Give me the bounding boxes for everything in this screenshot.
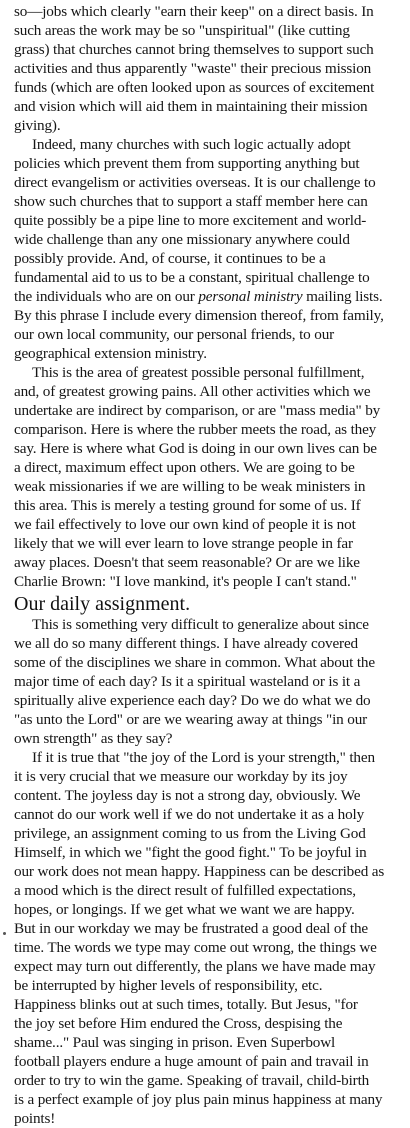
section-heading: Our daily assignment. xyxy=(14,593,191,615)
text-line: show such churches that to support a staff member here can xyxy=(14,193,368,210)
text-line: policies which prevent them from supporting anything but xyxy=(14,155,360,172)
text-line: the joy set before Him endured the Cross, despising the xyxy=(14,1015,343,1032)
text-line: a direct, maximum effect upon others. We are going to be xyxy=(14,459,355,476)
text-line: our work does not mean happy. Happiness can be described as xyxy=(14,863,385,880)
text-line: funds (which are often looked upon as sources of excitement xyxy=(14,79,375,96)
italic-phrase: personal ministry xyxy=(198,288,303,305)
text-line: wide challenge than any one missionary anywhere could xyxy=(14,231,350,248)
text-line: Himself, in which we "fight the good fight." To be joyful in xyxy=(14,844,367,861)
text-line: it is very crucial that we measure our workday by its joy xyxy=(14,768,348,785)
text-line: This is something very difficult to generalize about since xyxy=(32,616,369,633)
text-line: Happiness blinks out at such times, totally. But Jesus, "for xyxy=(14,996,358,1013)
text-line: Indeed, many churches with such logic actually adopt xyxy=(32,136,351,153)
text-line: is a perfect example of joy plus pain minus happiness at many xyxy=(14,1091,383,1108)
text-line: undertake are indirect by comparison, or are "mass media" by xyxy=(14,402,381,419)
document-page xyxy=(14,2,400,1128)
text-line: points! xyxy=(14,1110,56,1127)
text-line: "as unto the Lord" or are we wearing away at things "in our xyxy=(14,711,368,728)
text-line: major time of each day? Is it a spiritual wasteland or is it a xyxy=(14,673,361,690)
text-line: away places. Doesn't that seem reasonable? Or are we like xyxy=(14,554,360,571)
text-line: and, of greatest growing pains. All other activities which we xyxy=(14,383,371,400)
joy-paragraph xyxy=(14,748,400,1128)
text-line: privilege, an assignment coming to us from the Living God xyxy=(14,825,366,842)
text-line: some of the disciplines we share in common. What about the xyxy=(14,654,375,671)
intro-paragraph xyxy=(14,2,400,135)
text-line: a mood which is the direct result of fulfilled expectations, xyxy=(14,882,356,899)
text-line: expect may turn out differently, the plans we have made may xyxy=(14,958,376,975)
text-line: geographical extension ministry. xyxy=(14,345,207,362)
text-line: likely that we will ever learn to love strange people in far xyxy=(14,535,353,552)
text-line: our own local community, our personal friends, to our xyxy=(14,326,335,343)
text-line: be interrupted by higher levels of responsibility, etc. xyxy=(14,977,323,994)
text-line: cannot do our work well if we do not undertake it as a holy xyxy=(14,806,365,823)
text-line: fundamental aid to us to be a constant, spiritual challenge to xyxy=(14,269,370,286)
text-line: say. Here is where what God is doing in our own lives can be xyxy=(14,440,377,457)
text-line: But in our workday we may be frustrated a good deal of the xyxy=(14,920,369,937)
text-line: activities and thus apparently "waste" their precious mission xyxy=(14,60,372,77)
text-line: so—jobs which clearly "earn their keep" on a direct basis. In xyxy=(14,3,374,20)
text-line: order to try to win the game. Speaking of travail, child-birth xyxy=(14,1072,370,1089)
text-line: If it is true that "the joy of the Lord is your strength," then xyxy=(32,749,375,766)
text-line: hopes, or longings. If we get what we want we are happy. xyxy=(14,901,355,918)
text-line: and vision which will aid them in maintaining their mission xyxy=(14,98,368,115)
scan-speck-mark xyxy=(3,932,6,935)
text-line: Charlie Brown: "I love mankind, it's people I can't stand." xyxy=(14,573,357,590)
text-line: this area. This is merely a testing ground for some of us. If xyxy=(14,497,361,514)
text-line: possibly provide. And, of course, it continues to be a xyxy=(14,250,326,267)
text-line: time. The words we type may come out wrong, the things we xyxy=(14,939,377,956)
text-line: shame..." Paul was singing in prison. Even Superbowl xyxy=(14,1034,336,1051)
text-line: direct evangelism or activities overseas. It is our challenge to xyxy=(14,174,376,191)
assignment-paragraph xyxy=(14,615,400,748)
text-line: we all do so many different things. I have already covered xyxy=(14,635,359,652)
text-line: This is the area of greatest possible personal fulfillment, xyxy=(32,364,365,381)
text-line-with-italic xyxy=(14,287,400,306)
text-run: mailing lists. xyxy=(302,288,383,305)
text-line: By this phrase I include every dimension thereof, from family, xyxy=(14,307,384,324)
text-line: we fail effectively to love our own kind of people it is not xyxy=(14,516,356,533)
text-line: quite possibly be a pipe line to more excitement and world- xyxy=(14,212,367,229)
text-line: comparison. Here is where the rubber meets the road, as they xyxy=(14,421,377,438)
text-line: football players endure a huge amount of pain and travail in xyxy=(14,1053,369,1070)
indeed-paragraph xyxy=(14,135,400,363)
text-run: the individuals who are on our xyxy=(14,288,199,305)
text-line: weak missionaries if we are willing to be weak ministers in xyxy=(14,478,366,495)
text-line: content. The joyless day is not a strong day, obviously. We xyxy=(14,787,361,804)
text-line: such areas the work may be so "unspiritual" (like cutting xyxy=(14,22,350,39)
area-paragraph xyxy=(14,363,400,591)
text-line: spiritually alive experience each day? Do we do what we do xyxy=(14,692,371,709)
text-line: own strength" as they say? xyxy=(14,730,173,747)
text-line: giving). xyxy=(14,117,61,134)
text-line: grass) that churches cannot bring themselves to support such xyxy=(14,41,374,58)
